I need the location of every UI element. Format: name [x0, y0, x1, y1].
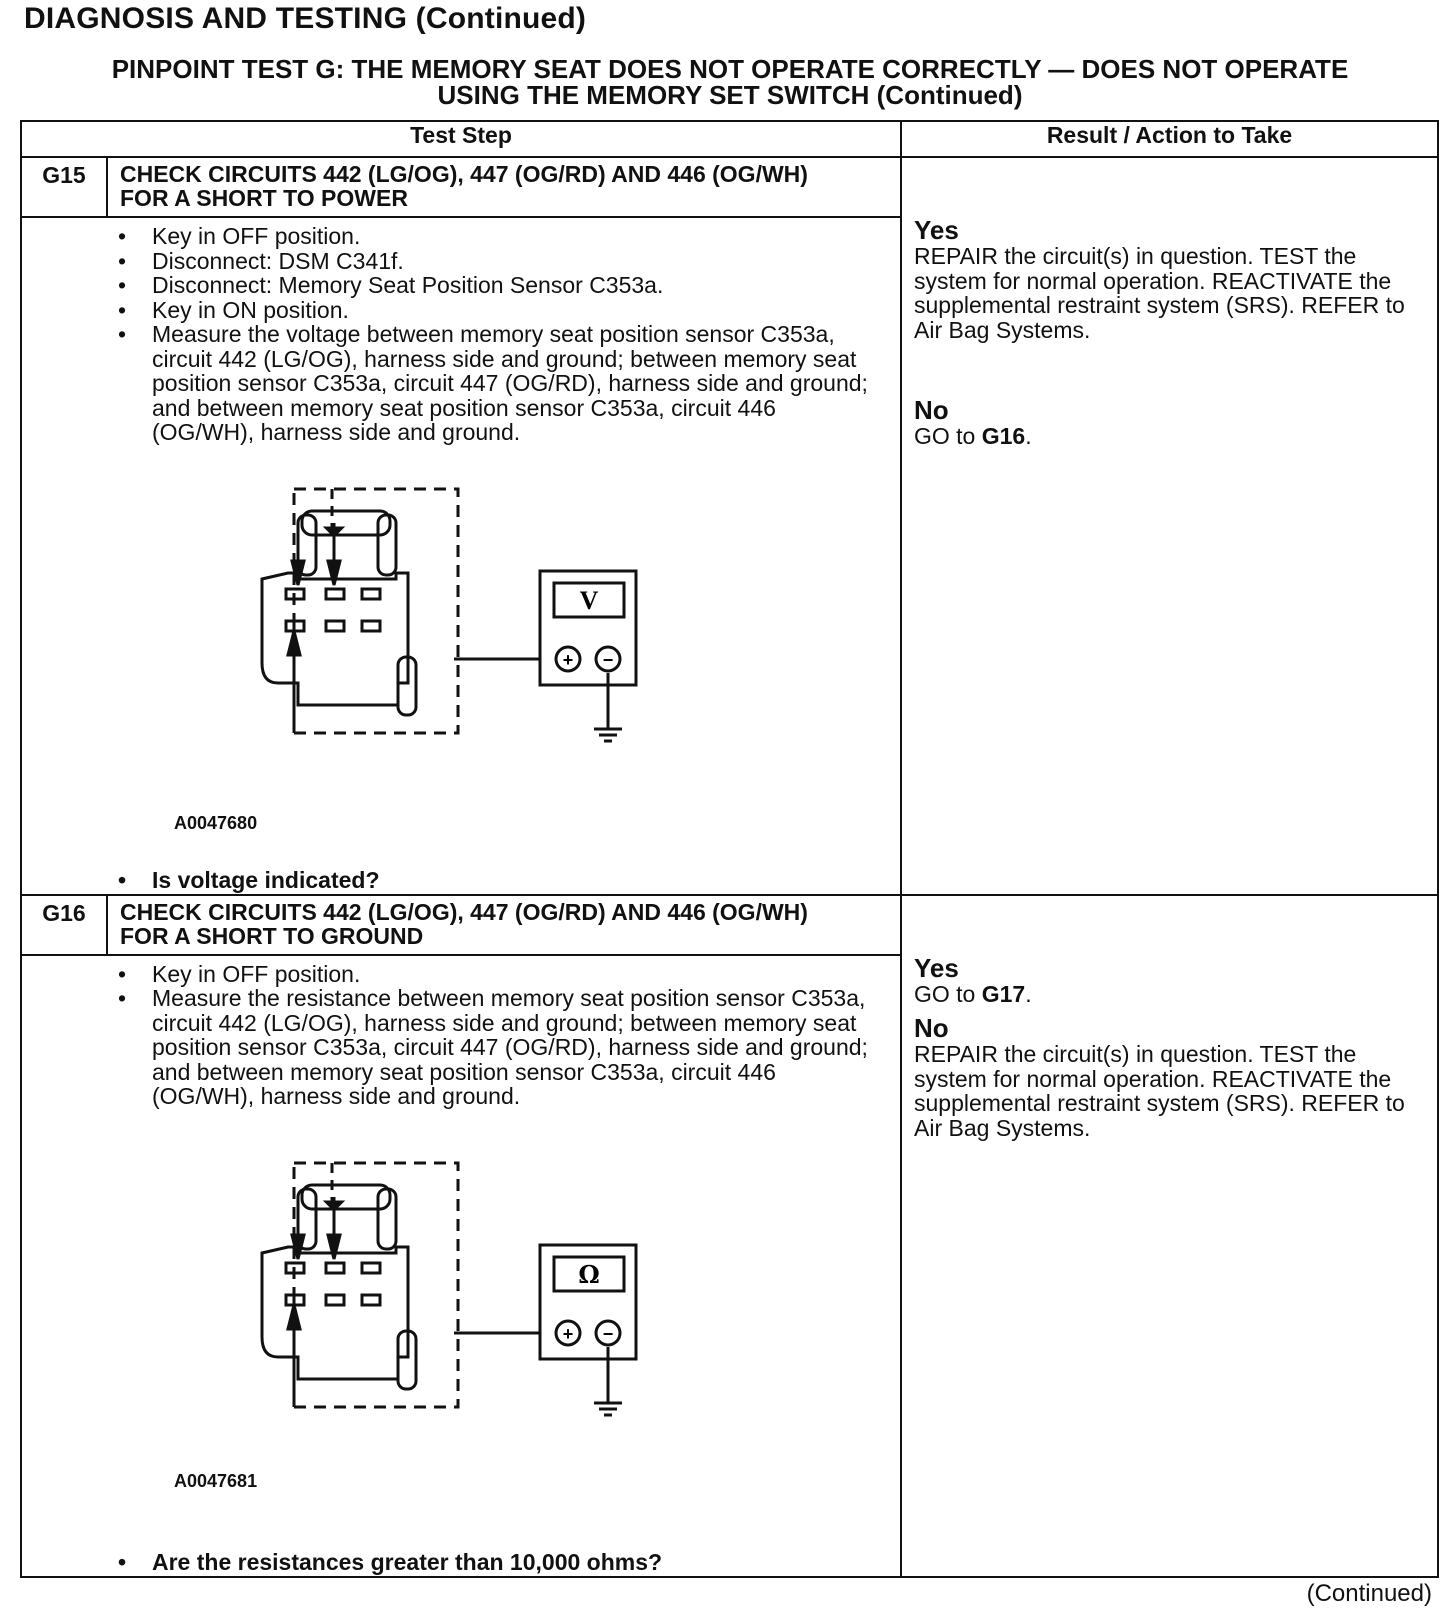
connector-dashed-outline: [294, 1163, 458, 1407]
meter-plus-label: +: [562, 1323, 574, 1344]
step-title: [108, 896, 900, 954]
go-to-step-link: G16: [981, 423, 1026, 449]
no-label: No: [914, 1013, 949, 1043]
step-title-line-2: FOR A SHORT TO GROUND: [120, 922, 424, 949]
connector-meter-figure: [118, 445, 870, 845]
connector-body: [262, 573, 408, 705]
connector-cavity: [326, 1295, 344, 1305]
header-result-action: Result / Action to Take: [901, 121, 1438, 157]
page-title: DIAGNOSIS AND TESTING (Continued): [24, 2, 587, 35]
step-instructions: [118, 224, 870, 445]
meter-symbol: Ω: [578, 1259, 600, 1289]
connector-meter-figure: [118, 1109, 870, 1509]
meter-minus-label: −: [602, 1323, 614, 1344]
meter-minus-label: −: [602, 649, 614, 670]
step-body: [22, 218, 900, 894]
test-title-line-1: PINPOINT TEST G: THE MEMORY SEAT DOES NOT OPERATE CORRECTLY — DOES NOT OPERATE: [111, 54, 1349, 84]
probe-arrow: [328, 561, 340, 585]
step-title-line-1: CHECK CIRCUITS 442 (LG/OG), 447 (OG/RD) AND 446 (OG/WH): [120, 161, 808, 187]
figure-id: A0047681: [174, 1470, 258, 1491]
result-cell: [901, 157, 1438, 895]
list-item: • Disconnect: DSM C341f.: [152, 249, 870, 274]
list-item: • Disconnect: Memory Seat Position Sensor C353a.: [152, 273, 870, 298]
header-test-step: Test Step: [21, 121, 901, 157]
test-title-line-2: USING THE MEMORY SET SWITCH (Continued): [437, 80, 1023, 110]
step-question: • Are the resistances greater than 10,000 ohms?: [118, 1549, 870, 1576]
pinpoint-test-title: [30, 56, 1430, 108]
list-item: • Key in ON position.: [152, 298, 870, 323]
no-action: GO to G16.: [914, 423, 1032, 449]
connector-ohmmeter-diagram: [258, 1157, 678, 1447]
step-title-line-2: FOR A SHORT TO POWER: [120, 185, 408, 211]
connector-cavity: [362, 621, 380, 631]
yes-label: Yes: [914, 215, 959, 245]
pinpoint-test-table: [20, 120, 1439, 1578]
probe-arrow: [328, 1235, 340, 1259]
connector-cavity: [362, 589, 380, 599]
step-body: [22, 956, 900, 1576]
connector-latch-right: [378, 515, 396, 575]
test-step-cell: [21, 157, 901, 895]
connector-dashed-outline: [294, 489, 458, 733]
result-cell: [901, 895, 1438, 1577]
connector-cavity: [362, 1295, 380, 1305]
list-item: • Measure the resistance between memory seat position sensor C353a, circuit 442 (LG/OG), harness side and ground; between memory seat position sensor C353a, circuit 447 (OG/RD), harness side and ground; and between memory seat position sensor C353a, circuit 446 (OG/WH), harness side and ground.: [152, 986, 870, 1109]
step-row-g16: [21, 895, 1438, 1577]
step-title-line-1: CHECK CIRCUITS 442 (LG/OG), 447 (OG/RD) AND 446 (OG/WH): [120, 898, 808, 925]
connector-body: [262, 1247, 408, 1379]
meter-symbol: V: [579, 585, 599, 615]
connector-cavity: [362, 1263, 380, 1273]
result-actions: [902, 896, 1437, 1141]
yes-action: REPAIR the circuit(s) in question. TEST the system for normal operation. REACTIVATE the supplemental restraint system (SRS). REFER to Air Bag Systems.: [914, 243, 1405, 343]
probe-arrow: [288, 631, 300, 655]
yes-action: GO to G17.: [914, 980, 1032, 1007]
step-instructions: [118, 962, 870, 1109]
connector-cavity: [326, 621, 344, 631]
step-id: G15: [22, 158, 108, 216]
list-item: • Key in OFF position.: [152, 224, 870, 249]
result-actions: [902, 158, 1437, 449]
yes-label: Yes: [914, 952, 959, 983]
test-step-cell: [21, 895, 901, 1577]
list-item: • Key in OFF position.: [152, 962, 870, 987]
connector-cavity: [326, 589, 344, 599]
no-label: No: [914, 395, 949, 425]
list-item: • Measure the voltage between memory seat position sensor C353a, circuit 442 (LG/OG), harness side and ground; between memory seat position sensor C353a, circuit 447 (OG/RD), harness side and ground; and between memory seat position sensor C353a, circuit 446 (OG/WH), harness side and ground.: [152, 322, 870, 445]
go-to-step-link: G17: [981, 980, 1026, 1007]
step-question: • Is voltage indicated?: [118, 867, 870, 894]
step-id: G16: [22, 896, 108, 954]
step-header: [22, 158, 900, 218]
continued-footer: (Continued): [1306, 1580, 1432, 1607]
table-header-row: [21, 121, 1438, 157]
figure-id: A0047680: [174, 812, 258, 833]
connector-latch-right: [378, 1189, 396, 1249]
connector-voltmeter-diagram: [258, 483, 678, 773]
step-header: [22, 896, 900, 956]
step-row-g15: [21, 157, 1438, 895]
probe-arrow: [288, 1305, 300, 1329]
connector-cavity: [326, 1263, 344, 1273]
meter-plus-label: +: [562, 649, 574, 670]
step-title: [108, 158, 900, 216]
no-action: REPAIR the circuit(s) in question. TEST the system for normal operation. REACTIVATE the supplemental restraint system (SRS). REFER to Air Bag Systems.: [914, 1041, 1405, 1141]
